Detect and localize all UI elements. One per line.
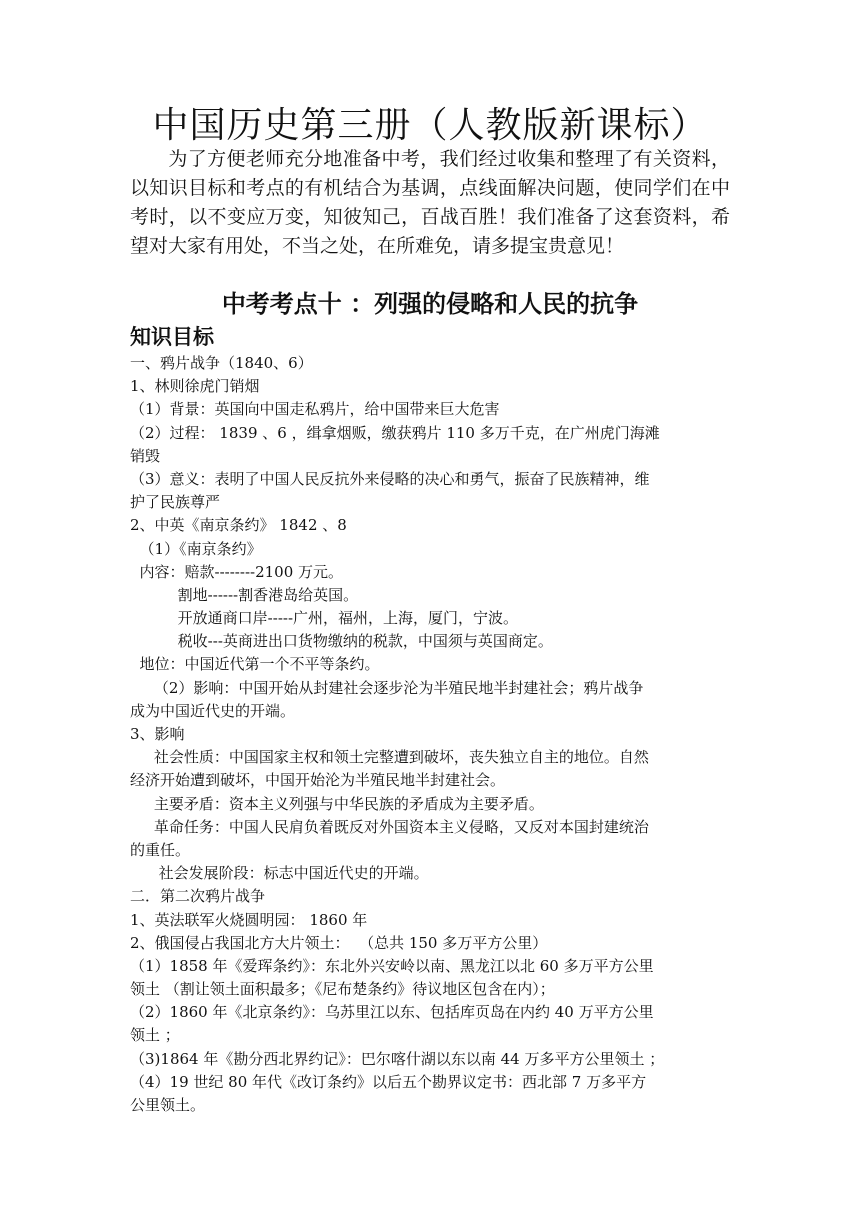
text-line: 一、鸦片战争（1840、6） — [130, 354, 313, 372]
text-line: 地位：中国近代第一个不平等条约。 — [130, 655, 380, 674]
text-line: （4）19 世纪 80 年代《改订条约》以后五个勘界议定书：西北部 7 万多平方 — [130, 1072, 647, 1091]
text-line: （3）意义：表明了中国人民反抗外来侵略的决心和勇气，振奋了民族精神，维 — [130, 469, 650, 488]
text-line: 1、英法联军火烧圆明园： 1860 年 — [130, 910, 368, 929]
text-line: （2）影响：中国开始从封建社会逐步沦为半殖民地半封建社会；鸦片战争 — [130, 678, 644, 697]
text-line: 革命任务：中国人民肩负着既反对外国资本主义侵略，又反对本国封建统治 — [130, 817, 649, 836]
intro-paragraph — [130, 145, 730, 261]
text-line: 1、林则徐虎门销烟 — [130, 377, 260, 396]
text-line: 成为中国近代史的开端。 — [130, 701, 296, 720]
text-line: （1）背景：英国向中国走私鸦片，给中国带来巨大危害 — [130, 400, 500, 419]
text-line: 的重任。 — [130, 840, 191, 859]
text-line: （1）《南京条约》 — [130, 539, 262, 558]
text-line: （2）1860 年《北京条约》：乌苏里江以东、包括库页岛在内约 40 万平方公里 — [130, 1003, 654, 1022]
document-title: 中国历史第三册（人教版新课标） — [152, 105, 708, 146]
subsection-title: 知识目标 — [130, 325, 214, 349]
text-line: 公里领土。 — [130, 1096, 206, 1114]
intro-text: 为了方便老师充分地准备中考，我们经过收集和整理了有关资料，以知识目标和考点的有机结合为基调，点线面解决问题，使同学们在中考时，以不变应万变，知彼知己，百战百胜！我们准备了这套资料，希望对大家有用处，不当之处，在所难免，请多提宝贵意见！ — [130, 148, 730, 257]
text-line: （3)1864 年《勘分西北界约记》：巴尔喀什湖以东以南 44 万多平方公里领土 ； — [130, 1049, 665, 1068]
text-line: 内容：赔款--------2100 万元。 — [130, 562, 344, 581]
text-line: 开放通商口岸-----广州，福州，上海，厦门，宁波。 — [130, 609, 519, 628]
text-line: 税收---英商进出口货物缴纳的税款，中国须与英国商定。 — [130, 632, 553, 651]
text-line: 领土 ； — [130, 1026, 180, 1045]
text-line: 社会发展阶段：标志中国近代史的开端。 — [130, 864, 429, 883]
text-line: 割地------割香港岛给英国。 — [130, 585, 359, 604]
text-line: （1）1858 年《爱珲条约》：东北外兴安岭以南、黑龙江以北 60 多万平方公里 — [130, 956, 654, 975]
section-title: 中考考点十 ：列强的侵略和人民的抗争 — [221, 290, 639, 318]
text-line: 销毁 — [130, 446, 161, 465]
text-line: 护了民族尊严 — [130, 493, 221, 512]
text-line: 主要矛盾：资本主义列强与中华民族的矛盾成为主要矛盾。 — [130, 794, 544, 813]
text-line: 领土 （割让领土面积最多；《尼布楚条约》待议地区包含在内）； — [130, 980, 555, 999]
text-line: 2、俄国侵占我国北方大片领土： （总共 150 多万平方公里） — [130, 933, 548, 952]
text-line: 经济开始遭到破坏，中国开始沦为半殖民地半封建社会。 — [130, 771, 506, 790]
text-line: （2）过程： 1839 、6 ，缉拿烟贩，缴获鸦片 110 多万千克，在广州虎门海滩 — [130, 423, 660, 442]
text-line: 3、影响 — [130, 725, 185, 743]
text-line: 社会性质：中国国家主权和领土完整遭到破坏，丧失独立自主的地位。自然 — [130, 748, 649, 767]
text-line: 2、中英《南京条约》 1842 、8 — [130, 516, 347, 535]
text-line: 二．第二次鸦片战争 — [130, 887, 266, 906]
body-lines — [130, 352, 730, 1117]
